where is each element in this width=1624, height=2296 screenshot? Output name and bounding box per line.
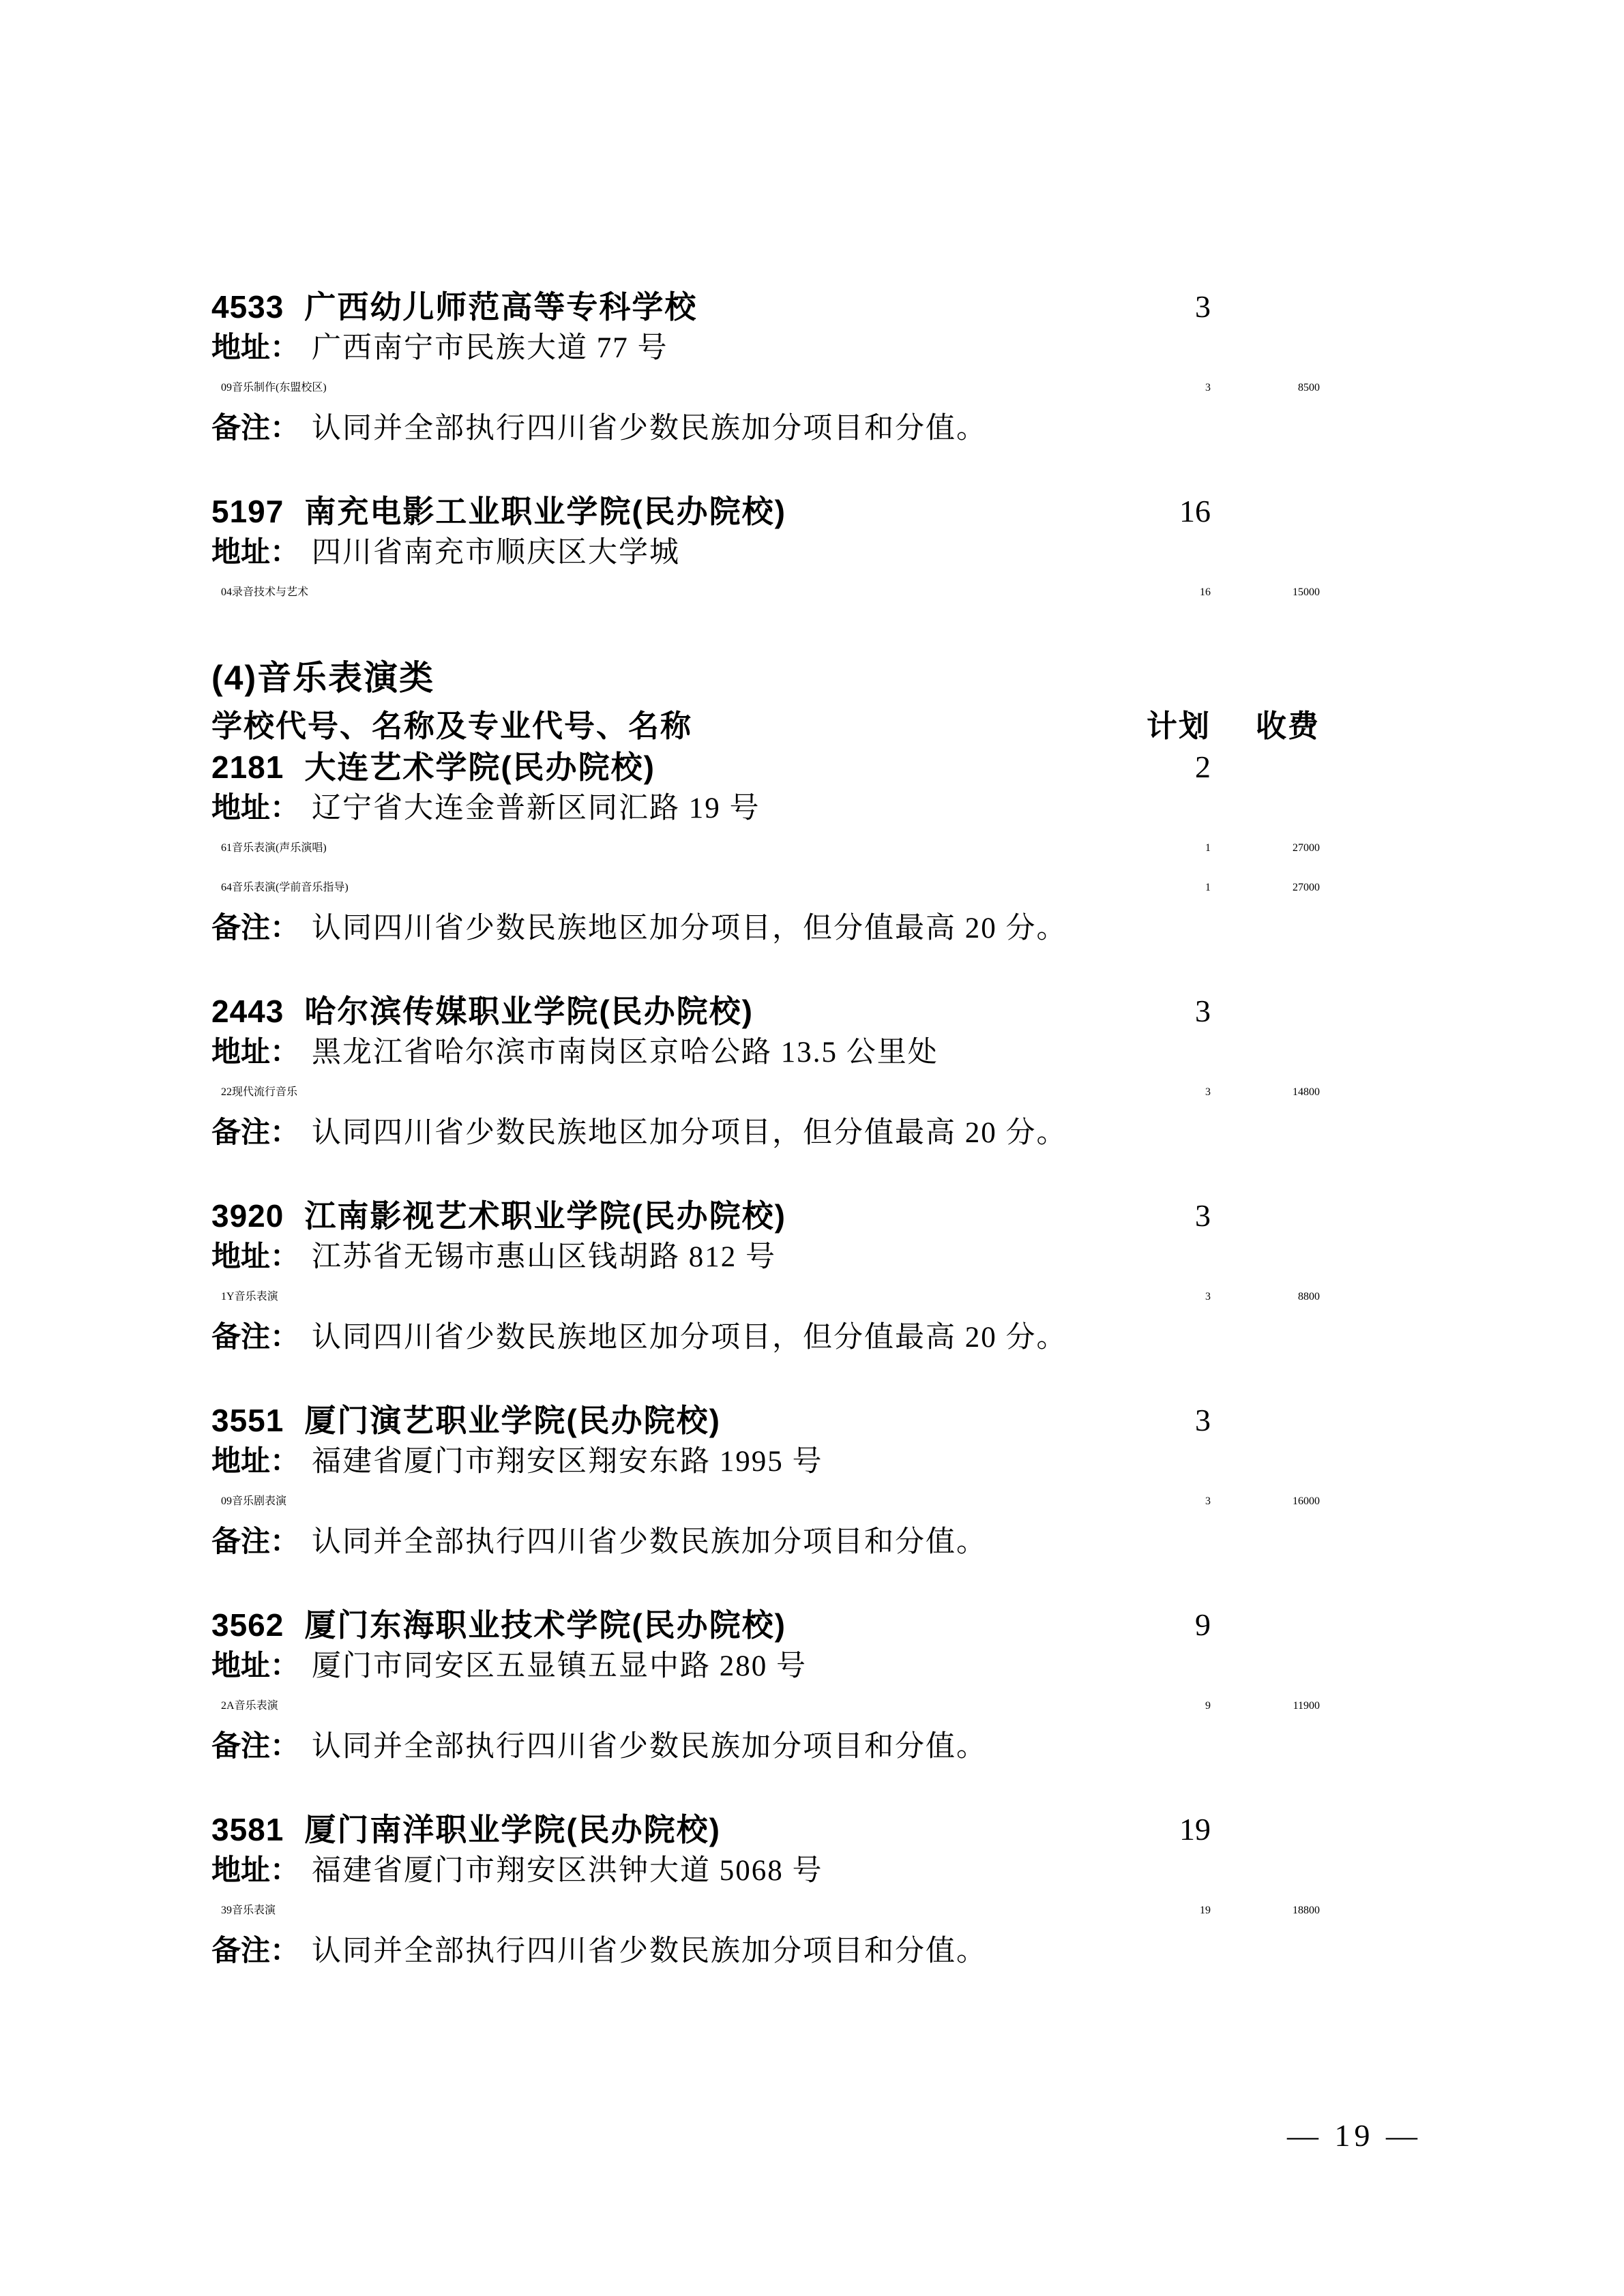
column-school-header: 学校代号、名称及专业代号、名称 (211, 709, 693, 743)
address-label: 地址： (211, 536, 299, 569)
school-block (211, 1195, 1320, 1358)
major-name: 现代流行音乐 (232, 1086, 298, 1098)
school-row (211, 747, 1320, 788)
address-text: 四川省南充市顺庆区大学城 (312, 537, 680, 569)
address-row (211, 788, 1320, 829)
remark-text: 认同四川省少数民族地区加分项目，但分值最高 20 分。 (312, 1117, 1067, 1149)
address-text: 黑龙江省哈尔滨市南岗区京哈公路 13.5 公里处 (312, 1037, 939, 1069)
major-plan: 1 (1205, 882, 1211, 893)
address-label: 地址： (211, 1036, 299, 1069)
remark-label: 备注： (211, 1935, 299, 1967)
address-label: 地址： (211, 792, 299, 824)
section-title: (4)音乐表演类 (211, 659, 435, 697)
major-name: 音乐表演(学前音乐指导) (232, 882, 349, 893)
remark-text: 认同并全部执行四川省少数民族加分项目和分值。 (312, 1731, 987, 1763)
address-row (211, 1850, 1320, 1891)
school-plan-count: 3 (1195, 289, 1211, 324)
remark-text: 认同四川省少数民族地区加分项目，但分值最高 20 分。 (312, 912, 1067, 944)
major-fee: 18800 (1293, 1905, 1320, 1916)
school-code: 5197 (211, 494, 284, 529)
remark-label: 备注： (211, 912, 299, 944)
major-fee: 16000 (1293, 1495, 1320, 1507)
school-code: 2181 (211, 749, 284, 785)
major-plan: 3 (1205, 1291, 1211, 1302)
remark-row (211, 908, 1320, 949)
school-name: 厦门南洋职业学院(民办院校) (304, 1812, 721, 1847)
address-row (211, 1032, 1320, 1073)
school-code: 2443 (211, 994, 284, 1029)
major-plan: 9 (1205, 1700, 1211, 1712)
school-row (211, 491, 1320, 532)
major-code: 09 (221, 1495, 232, 1507)
address-text: 福建省厦门市翔安区洪钟大道 5068 号 (312, 1855, 823, 1887)
remark-text: 认同四川省少数民族地区加分项目，但分值最高 20 分。 (312, 1322, 1067, 1354)
school-block (211, 1809, 1320, 1971)
school-code: 3551 (211, 1403, 284, 1438)
major-fee: 15000 (1293, 586, 1320, 598)
school-block (211, 286, 1320, 449)
address-label: 地址： (211, 1240, 299, 1273)
address-row (211, 1236, 1320, 1277)
remark-row (211, 1317, 1320, 1358)
school-row (211, 1195, 1320, 1236)
school-name: 广西幼儿师范高等专科学校 (304, 289, 698, 325)
remark-label: 备注： (211, 1730, 299, 1763)
address-label: 地址： (211, 331, 299, 364)
school-block (211, 991, 1320, 1153)
school-plan-count: 2 (1195, 749, 1211, 784)
remark-label: 备注： (211, 412, 299, 445)
address-label: 地址： (211, 1854, 299, 1887)
address-row (211, 532, 1320, 573)
school-code: 3562 (211, 1607, 284, 1643)
major-code: 09 (221, 382, 232, 393)
major-row (211, 1482, 1320, 1521)
address-text: 辽宁省大连金普新区同汇路 19 号 (312, 792, 761, 824)
major-fee: 8500 (1298, 382, 1320, 393)
school-row (211, 1809, 1320, 1850)
school-block (211, 747, 1320, 949)
school-name: 哈尔滨传媒职业学院(民办院校) (304, 994, 754, 1029)
major-name: 音乐表演 (232, 1905, 276, 1916)
remark-label: 备注： (211, 1116, 299, 1149)
major-code: 22 (221, 1086, 232, 1098)
major-row (211, 1073, 1320, 1112)
major-plan: 3 (1205, 1086, 1211, 1098)
major-row (211, 1277, 1320, 1317)
remark-row (211, 1521, 1320, 1562)
address-row (211, 327, 1320, 368)
remark-label: 备注： (211, 1525, 299, 1558)
major-code: 39 (221, 1905, 232, 1916)
page-number: — 19 — (1287, 2118, 1421, 2153)
major-fee: 27000 (1293, 882, 1320, 893)
school-block (211, 1605, 1320, 1767)
address-row (211, 1645, 1320, 1686)
school-plan-count: 16 (1179, 494, 1211, 528)
address-text: 广西南宁市民族大道 77 号 (312, 332, 668, 364)
remark-text: 认同并全部执行四川省少数民族加分项目和分值。 (312, 1935, 987, 1967)
school-code: 4533 (211, 289, 284, 325)
school-code: 3920 (211, 1198, 284, 1234)
address-text: 福建省厦门市翔安区翔安东路 1995 号 (312, 1446, 823, 1478)
major-plan: 3 (1205, 382, 1211, 393)
school-row (211, 286, 1320, 327)
remark-label: 备注： (211, 1321, 299, 1354)
school-name: 厦门东海职业技术学院(民办院校) (304, 1607, 786, 1643)
major-name: 音乐表演 (234, 1291, 278, 1302)
major-plan: 16 (1200, 586, 1211, 598)
address-label: 地址： (211, 1650, 299, 1682)
address-text: 厦门市同安区五显镇五显中路 280 号 (312, 1650, 807, 1682)
major-fee: 11900 (1293, 1700, 1320, 1712)
major-fee: 14800 (1293, 1086, 1320, 1098)
major-row (211, 368, 1320, 408)
major-row (211, 829, 1320, 868)
school-block (211, 491, 1320, 612)
school-code: 3581 (211, 1812, 284, 1847)
school-row (211, 1605, 1320, 1645)
major-row (211, 868, 1320, 908)
major-plan: 19 (1200, 1905, 1211, 1916)
major-code: 64 (221, 882, 232, 893)
school-plan-count: 9 (1195, 1607, 1211, 1642)
major-row (211, 573, 1320, 612)
address-label: 地址： (211, 1445, 299, 1478)
school-name: 厦门演艺职业学院(民办院校) (304, 1403, 721, 1438)
remark-row (211, 1112, 1320, 1153)
major-code: 04 (221, 586, 232, 598)
school-name: 南充电影工业职业学院(民办院校) (304, 494, 786, 529)
remark-row (211, 1726, 1320, 1767)
major-row (211, 1686, 1320, 1726)
school-name: 江南影视艺术职业学院(民办院校) (304, 1198, 786, 1234)
school-plan-count: 19 (1179, 1812, 1211, 1847)
school-block (211, 1400, 1320, 1562)
major-code: 2A (221, 1700, 235, 1712)
major-name: 音乐制作(东盟校区) (232, 382, 327, 393)
major-plan: 1 (1205, 842, 1211, 854)
address-text: 江苏省无锡市惠山区钱胡路 812 号 (312, 1241, 776, 1273)
major-fee: 27000 (1293, 842, 1320, 854)
column-fee-header: 收费 (1255, 709, 1320, 743)
remark-row (211, 1930, 1320, 1971)
school-plan-count: 3 (1195, 1198, 1211, 1233)
document-content (211, 286, 1320, 1971)
major-code: 61 (221, 842, 232, 854)
school-name: 大连艺术学院(民办院校) (304, 749, 655, 785)
school-row (211, 1400, 1320, 1441)
major-name: 录音技术与艺术 (232, 586, 309, 598)
column-plan-header: 计划 (1146, 709, 1211, 743)
table-header-row (211, 706, 1320, 747)
major-fee: 8800 (1298, 1291, 1320, 1302)
major-name: 音乐剧表演 (232, 1495, 287, 1507)
major-plan: 3 (1205, 1495, 1211, 1507)
school-plan-count: 3 (1195, 1403, 1211, 1437)
major-code: 1Y (221, 1291, 235, 1302)
remark-row (211, 408, 1320, 449)
major-name: 音乐表演(声乐演唱) (232, 842, 327, 854)
remark-text: 认同并全部执行四川省少数民族加分项目和分值。 (312, 1526, 987, 1558)
remark-text: 认同并全部执行四川省少数民族加分项目和分值。 (312, 413, 987, 445)
school-plan-count: 3 (1195, 994, 1211, 1028)
school-row (211, 991, 1320, 1032)
address-row (211, 1441, 1320, 1482)
major-row (211, 1891, 1320, 1930)
major-name: 音乐表演 (234, 1700, 278, 1712)
